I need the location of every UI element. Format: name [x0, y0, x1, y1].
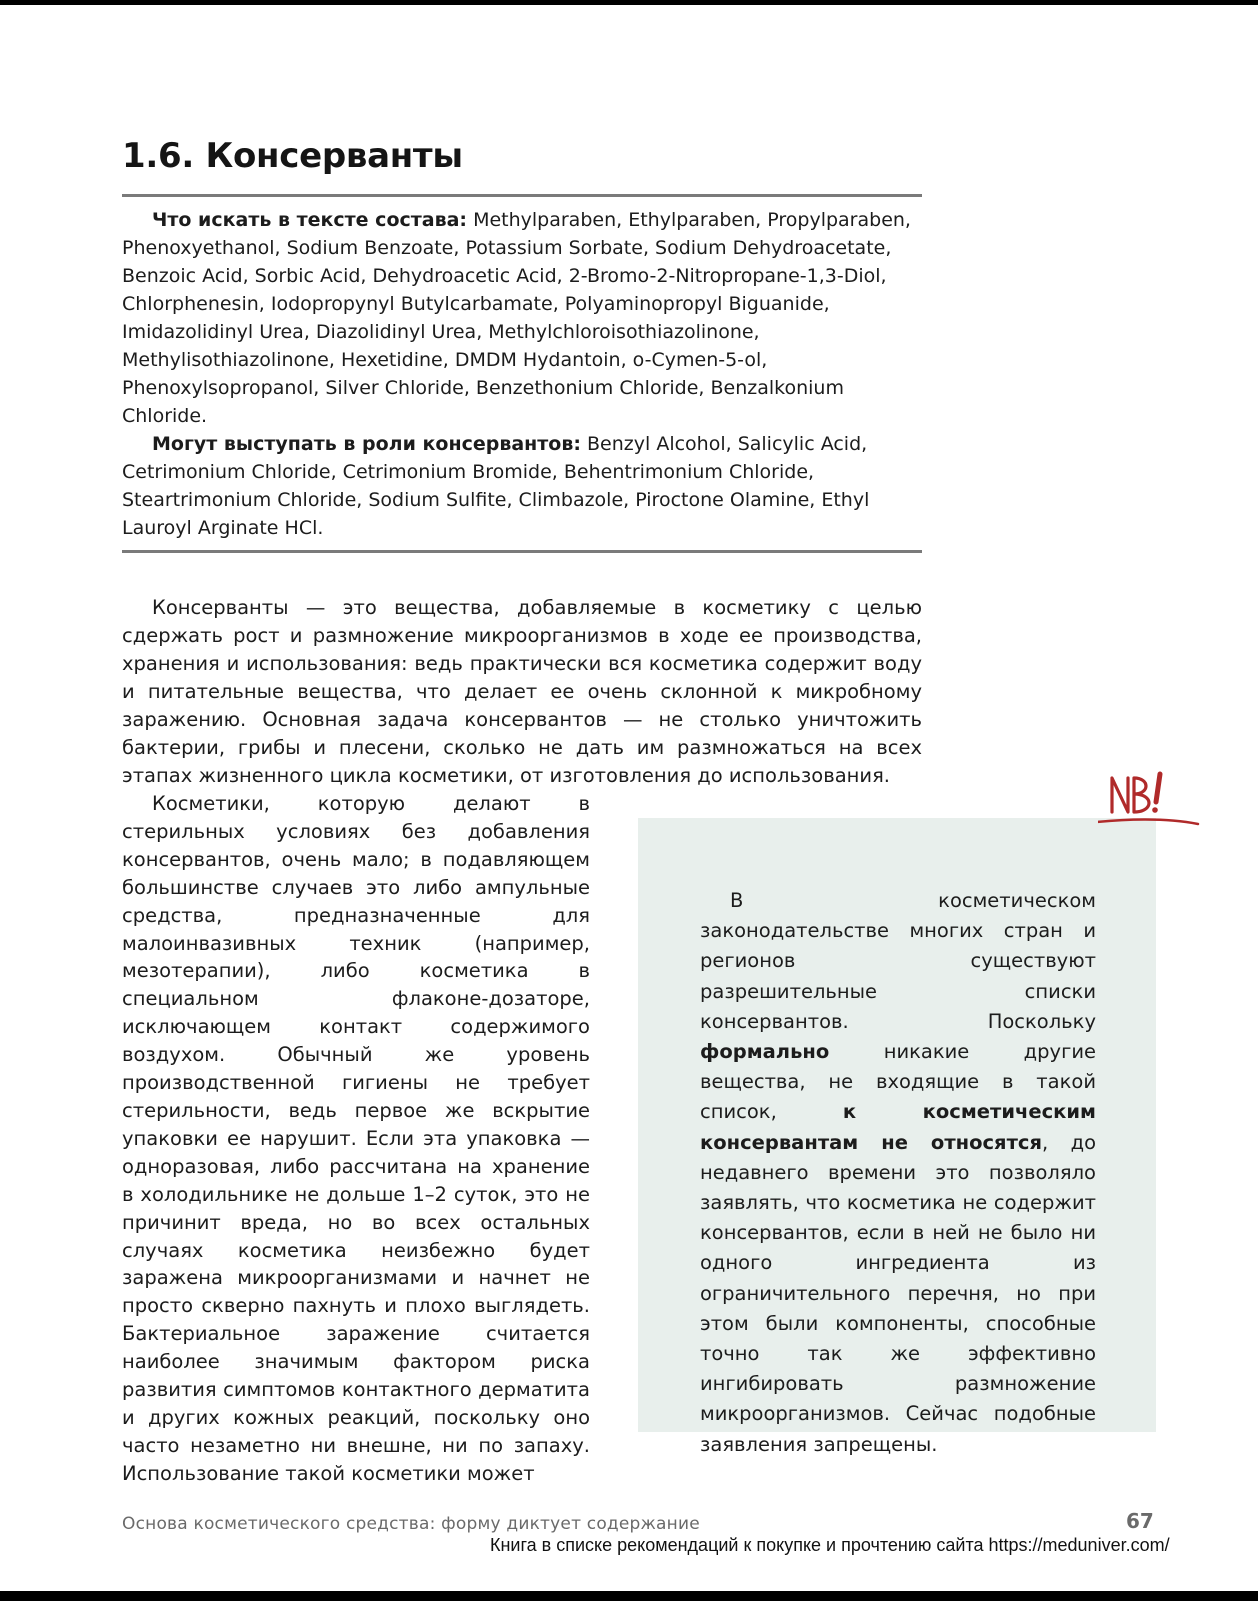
ingredients-bottom-rule	[122, 550, 922, 553]
nb-text-bold-1: формально	[700, 1040, 830, 1064]
source-note: Книга в списке рекомендаций к покупке и прочтению сайта https://meduniver.com/	[490, 1535, 1170, 1555]
maybe-preservatives-paragraph	[122, 430, 922, 542]
search-label: Что искать в тексте состава:	[152, 209, 468, 231]
maybe-list: Benzyl Alcohol, Salicylic Acid, Cetrimonium Chloride, Cetrimonium Bromide, Behentrimonium Chloride, Steartrimonium Chloride, Sodium Sulfite, Climbazole, Piroctone Olamine, Ethyl Lauroyl Arginate HCl.	[122, 433, 870, 539]
nb-text-part-1: В косметическом законодательстве многих стран и регионов существуют разрешительные списки консервантов. Поскольку	[700, 889, 1096, 1033]
ingredients-box	[122, 206, 922, 542]
top-border	[0, 0, 1258, 5]
nb-text-part-3: , до недавнего времени это позволяло заявлять, что косметика не содержит консервантов, если в ней не было ни одного ингредиента из ограничительного перечня, но при этом были компоненты, способные точно так же эффективно ингибировать размножение микроорганизмов. Сейчас подобные заявления запрещены.	[700, 1130, 1096, 1456]
maybe-label: Могут выступать в роли консервантов:	[152, 433, 581, 455]
search-ingredients-paragraph	[122, 206, 922, 430]
nb-text-part-2: никакие другие вещества, не входящие в такой список,	[700, 1040, 1096, 1124]
ingredients-top-rule	[122, 194, 922, 197]
intro-paragraph: Консерванты — это вещества, добавляемые в косметику с целью сдержать рост и размножение микроорганизмов в ходе ее производства, хранения и использования: ведь практически вся косметика содержит воду и питательные вещества, что делает ее очень склонной к микробному заражению. Основная задача консервантов — не столько уничтожить бактерии, грибы и плесени, сколько не дать им размножаться на всех этапах жизненного цикла косметики, от изготовления до использования.	[122, 596, 922, 787]
section-title: 1.6. Консерванты	[122, 136, 463, 176]
nb-mark-icon	[1098, 768, 1218, 848]
page-number: 67	[1126, 1509, 1154, 1533]
running-title: Основа косметического средства: форму диктует содержание	[122, 1514, 700, 1534]
body-paragraph: Косметики, которую делают в стерильных условиях без добавления консервантов, очень мало; в подавляющем большинстве случаев это либо ампульные средства, предназначенные для малоинвазивных техник (например, мезотерапии), либо косметика в специальном флаконе-дозаторе, исключающем контакт содержимого воздухом. Обычный же уровень производственной гигиены не требует стерильности, ведь первое же вскрытие упаковки ее нарушит. Если эта упаковка — одноразовая, либо рассчитана на хранение в холодильнике не дольше 1–2 суток, это не причинит вреда, но во всех остальных случаях косметика неизбежно будет заражена микроорганизмами и начнет не просто скверно пахнуть и плохо выглядеть. Бактериальное заражение считается наиболее значимым фактором риска развития симптомов контактного дерматита и других кожных реакций, поскольку оно часто незаметно ни внешне, ни по запаху. Использование такой косметики может	[122, 792, 590, 1485]
search-list: Methylparaben, Ethylparaben, Propylparaben, Phenoxyethanol, Sodium Benzoate, Potassium Sorbate, Sodium Dehydroacetate, Benzoic Acid, Sorbic Acid, Dehydroacetic Acid, 2-Bromo-2-Nitropropane-1,3-Diol, Chlorphenesin, Iodopropynyl Butylcarbamate, Polyaminopropyl Biguanide, Imidazolidinyl Urea, Diazolidinyl Urea, Methylchloroisothiazolinone, Methylisothiazolinone, Hexetidine, DMDM Hydantoin, o-Cymen-5-ol, Phenoxylsopropanol, Silver Chloride, Benzethonium Chloride, Benzalkonium Chloride.	[122, 209, 911, 427]
bottom-border	[0, 1591, 1258, 1601]
nb-text-bold-2: к косметическим консервантам не относятся	[700, 1100, 1096, 1154]
nb-callout-text	[700, 886, 1096, 1460]
